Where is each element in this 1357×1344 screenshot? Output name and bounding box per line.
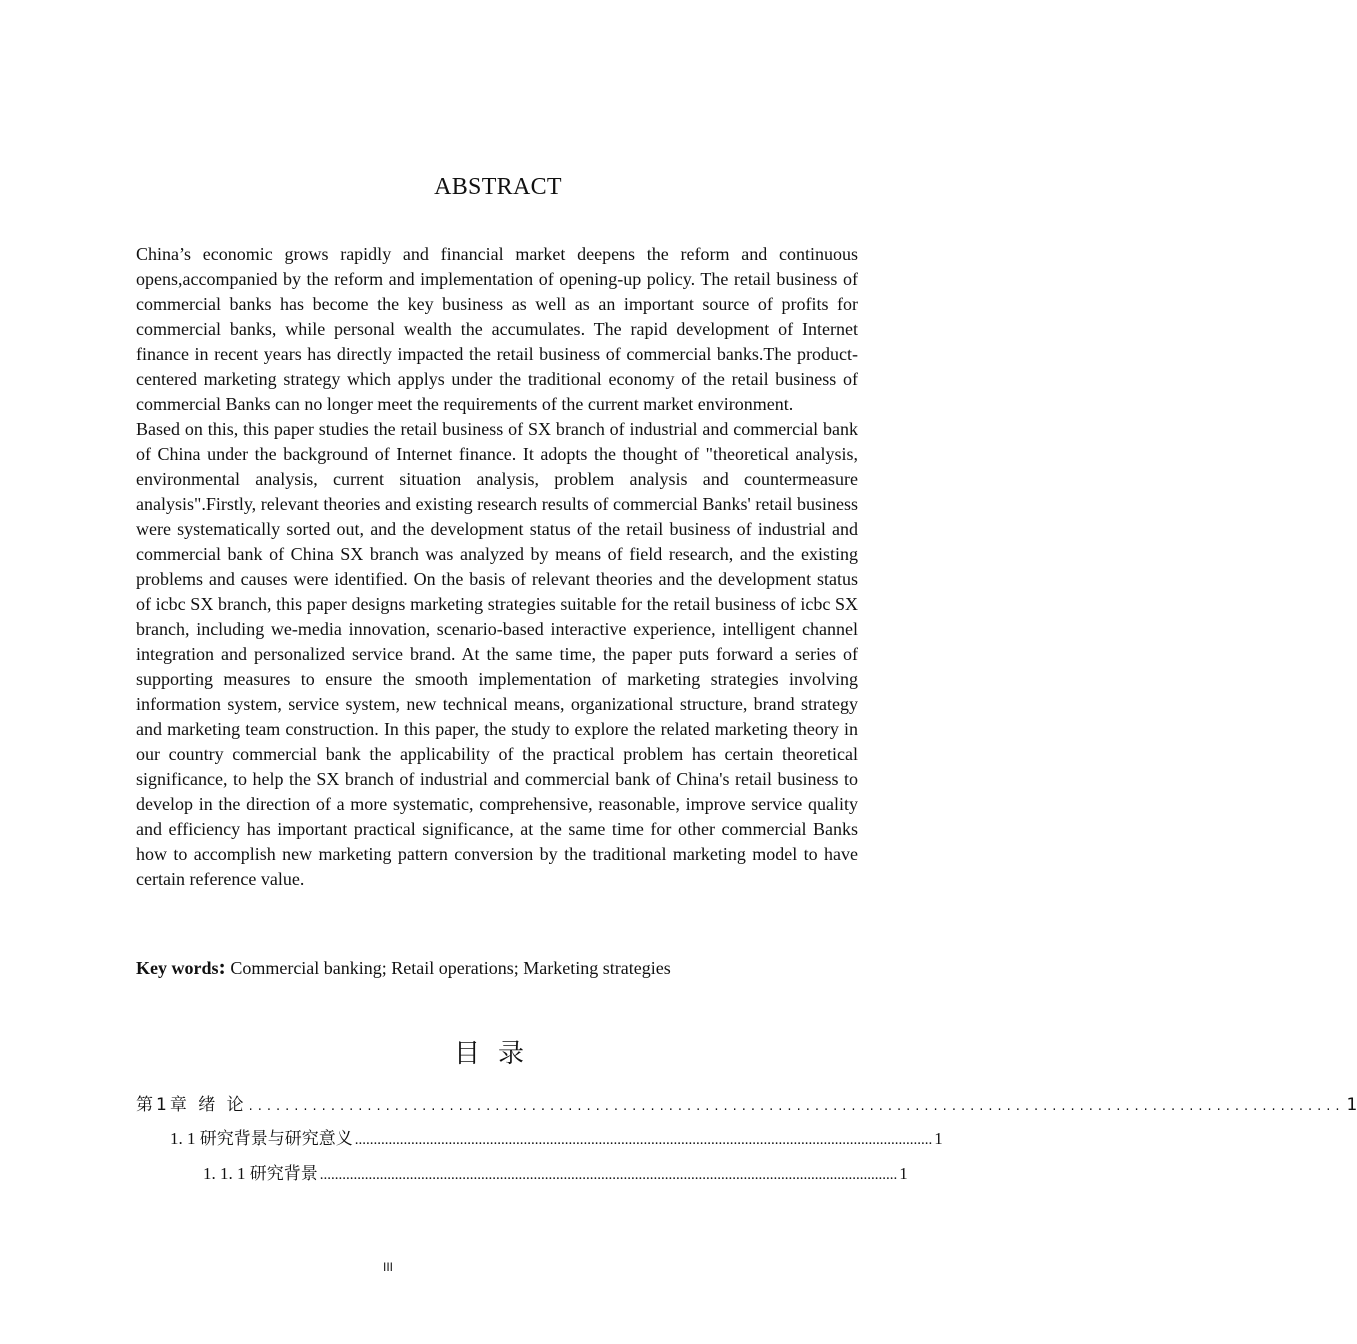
toc-entry-page: 1	[899, 1164, 908, 1183]
keywords-line	[136, 954, 858, 981]
toc-entry-page: 1	[1346, 1095, 1357, 1115]
toc-leader-dots: ........................................................................................................................	[248, 1099, 1345, 1114]
abstract-paragraph-1: China’s economic grows rapidly and financial market deepens the reform and continuous opens,accompanied by the reform and implementation of opening-up policy. The retail business of commercial banks has become the key business as well as an important source of profits for commercial banks, while personal wealth the accumulates. The rapid development of Internet finance in recent years has directly impacted the retail business of commercial banks.The product-centered marketing strategy which applys under the traditional economy of the retail business of commercial Banks can no longer meet the requirements of the current market environment.	[136, 244, 858, 414]
abstract-body	[136, 242, 858, 892]
toc-entry-label: 1. 1 研究背景与研究意义	[170, 1129, 353, 1148]
keywords-text: Commercial banking; Retail operations; Marketing strategies	[225, 958, 671, 978]
abstract-title: ABSTRACT	[434, 174, 562, 200]
toc-entry-chapter-1[interactable]	[136, 1094, 1357, 1118]
keywords-label: Key words	[136, 958, 219, 978]
toc-entry-label: 第1章 绪 论	[136, 1095, 247, 1115]
toc-entry-page: 1	[934, 1129, 943, 1148]
toc-entry-label: 1. 1. 1 研究背景	[203, 1164, 318, 1183]
toc-leader-dots: ..........................................................................................................................................................	[319, 1167, 898, 1183]
keywords-colon: :	[218, 954, 226, 979]
page-number: III	[382, 1260, 393, 1274]
abstract-paragraph-2: Based on this, this paper studies the retail business of SX branch of industrial and commercial bank of China under the background of Internet finance. It adopts the thought of "theoretical analysis, environmental analysis, current situation analysis, problem analysis and countermeasure analysis".Firstly, relevant theories and existing research results of commercial Banks' retail business were systematically sorted out, and the development status of the retail business of industrial and commercial bank of China SX branch was analyzed by means of field research, and the existing problems and causes were identified. On the basis of relevant theories and the development status of icbc SX branch, this paper designs marketing strategies suitable for the retail business of icbc SX branch, including we-media innovation, scenario-based interactive experience, intelligent channel integration and personalized service brand. At the same time, the paper puts forward a series of supporting measures to ensure the smooth implementation of marketing strategies involving information system, service system, new technical means, organizational structure, brand strategy and marketing team construction. In this paper, the study to explore the related marketing theory in our country commercial bank the applicability of the practical problem has certain theoretical significance, to help the SX branch of industrial and commercial bank of China's retail business to develop in the direction of a more systematic, comprehensive, reasonable, improve service quality and efficiency has important practical significance, at the same time for other commercial Banks how to accomplish new marketing pattern conversion by the traditional marketing model to have certain reference value.	[136, 419, 858, 889]
toc-title: 目录	[453, 1039, 542, 1069]
toc-entry-section-1-1-1[interactable]	[203, 1163, 908, 1186]
toc-leader-dots: ..........................................................................................................................................................	[354, 1132, 933, 1148]
toc-entry-section-1-1[interactable]	[170, 1128, 943, 1151]
